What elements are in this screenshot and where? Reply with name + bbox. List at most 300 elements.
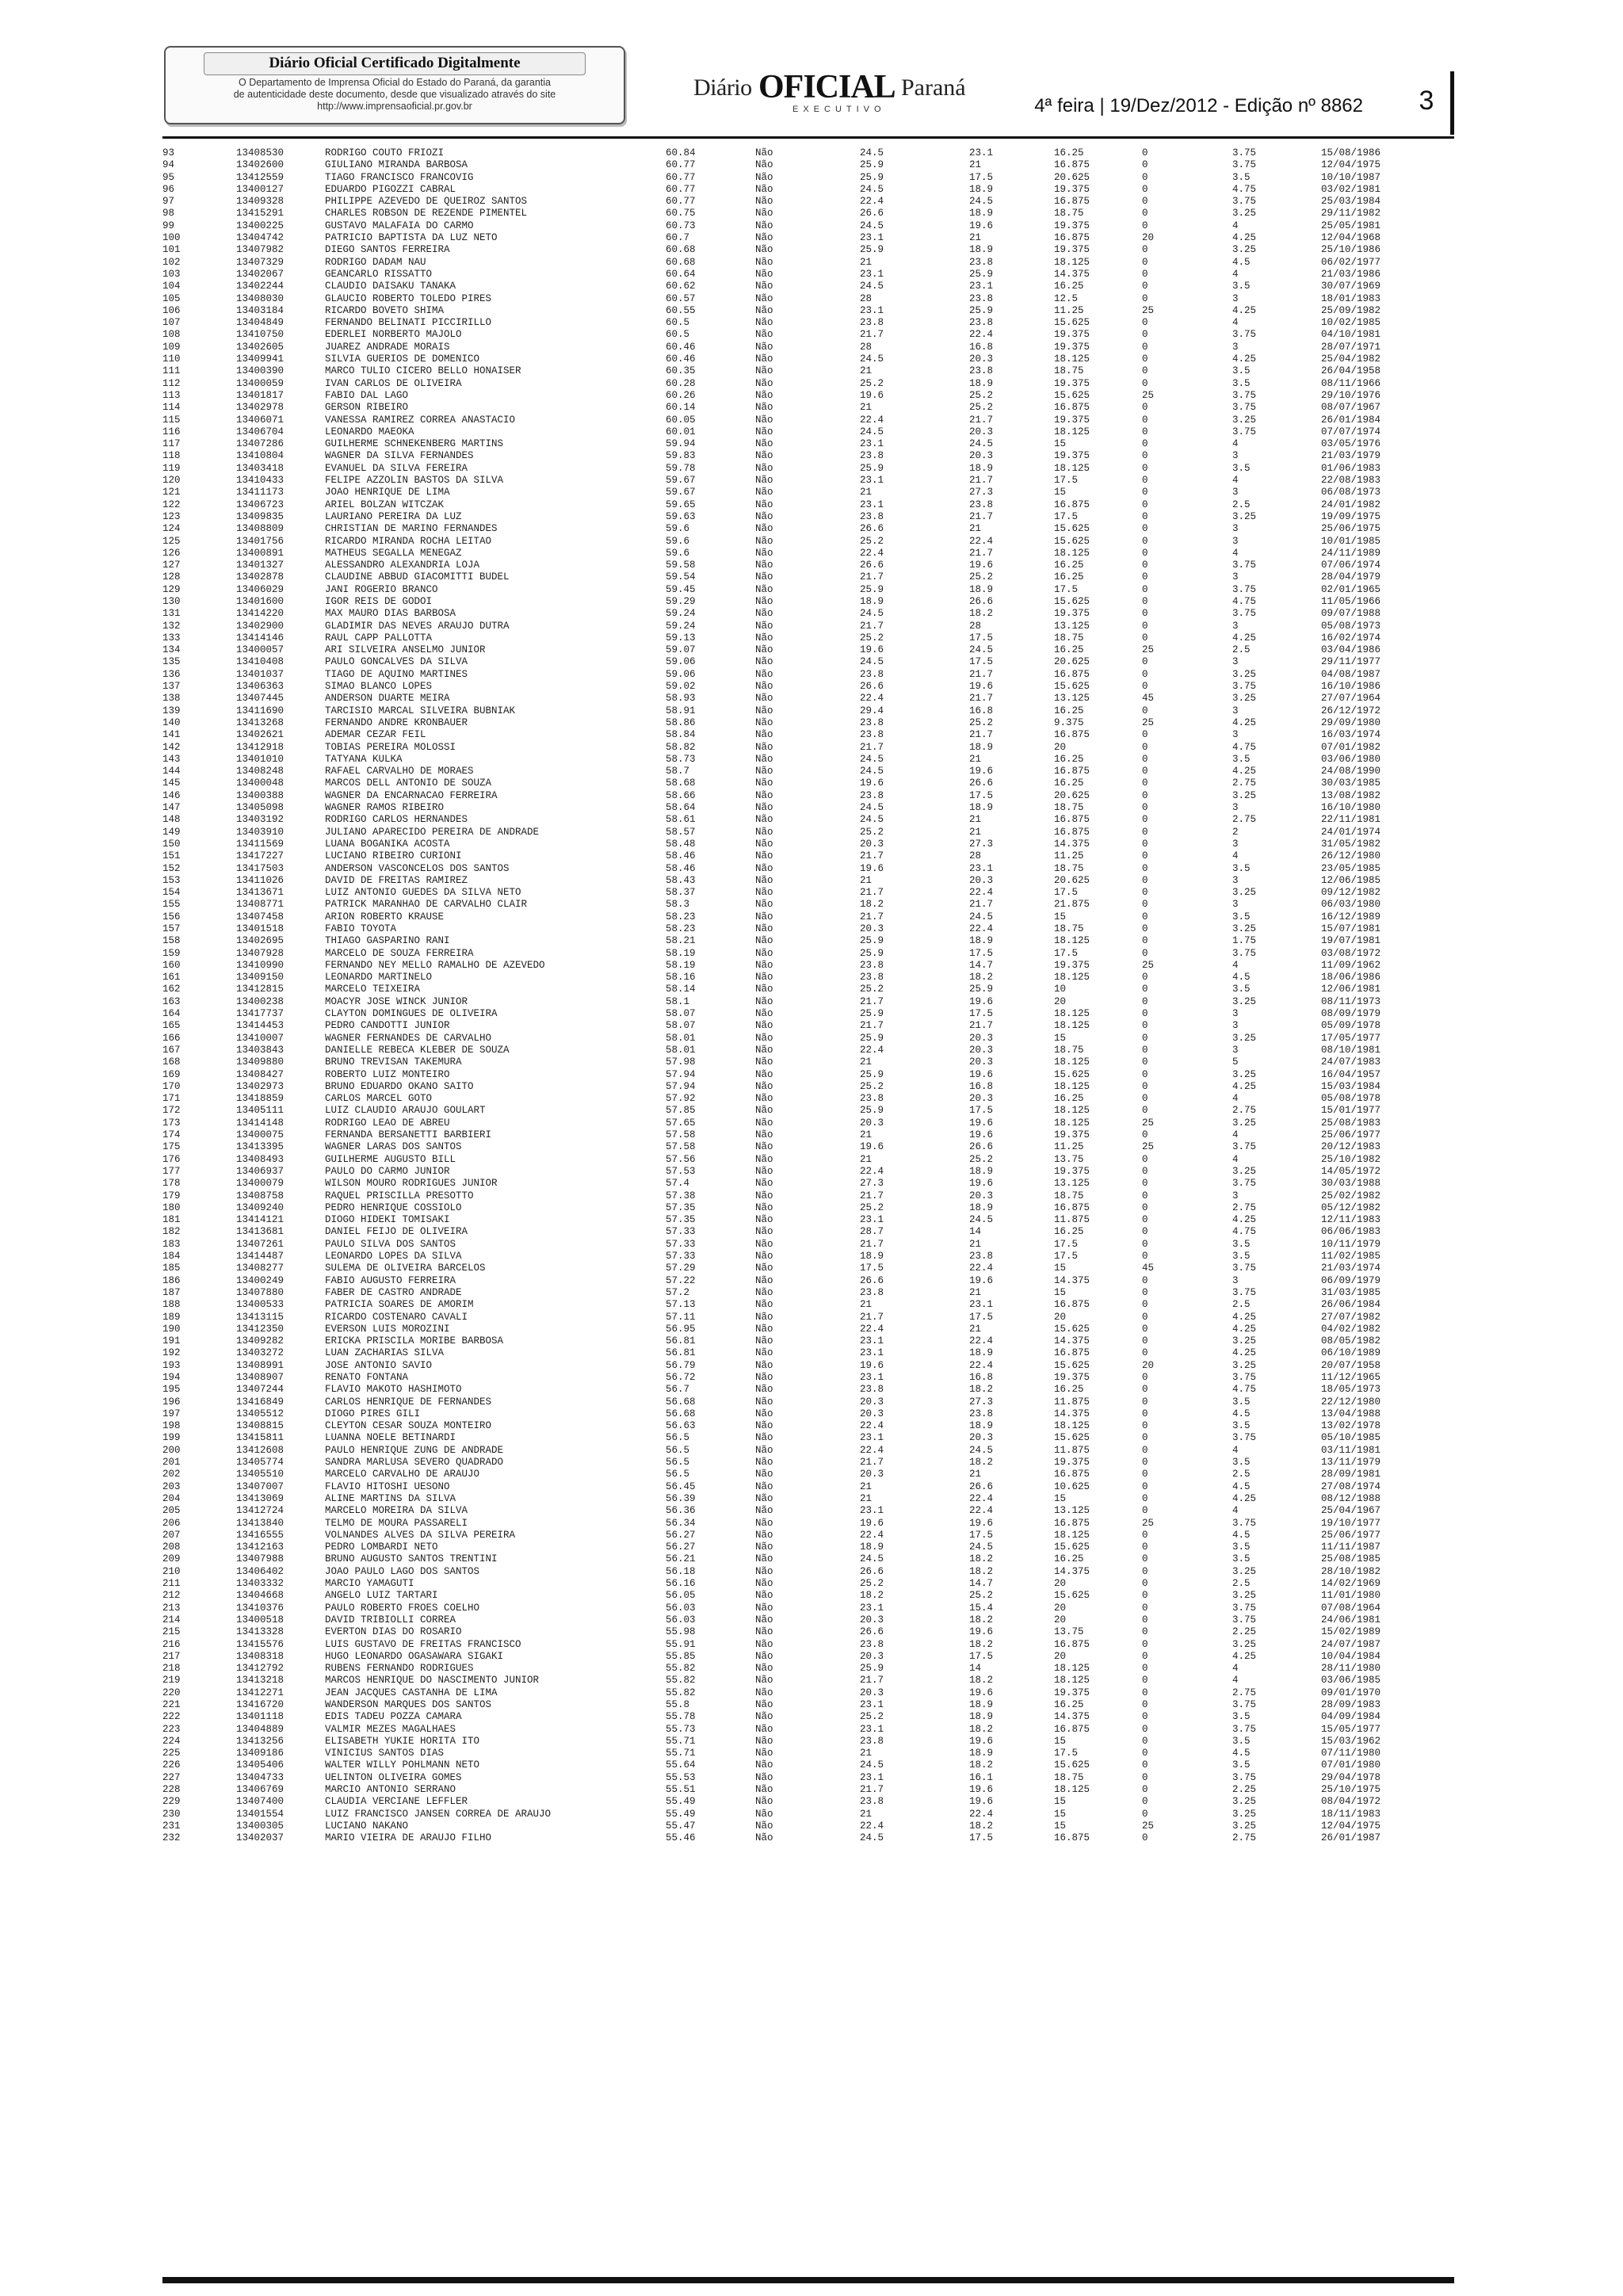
candidate-name-cell: UELINTON OLIVEIRA GOMES: [325, 1771, 462, 1783]
score-1-cell: 25.2: [860, 1711, 884, 1723]
table-row: [162, 1663, 1462, 1675]
score-1-cell: 24.5: [860, 426, 884, 437]
final-score-cell: 59.65: [666, 499, 696, 510]
flag-cell: Não: [755, 716, 773, 728]
score-1-cell: 25.9: [860, 935, 884, 947]
table-row: [162, 402, 1462, 414]
score-2-cell: 18.2: [969, 1565, 994, 1577]
inscription-cell: 13411173: [236, 487, 285, 499]
score-5-cell: 3.5: [1232, 365, 1251, 377]
flag-cell: Não: [755, 947, 773, 959]
page-header: [0, 0, 1623, 143]
position-cell: 157: [162, 923, 181, 934]
inscription-cell: 13414121: [236, 1214, 285, 1226]
birth-date-cell: 05/08/1973: [1321, 620, 1381, 632]
final-score-cell: 55.51: [666, 1784, 696, 1796]
table-row: [162, 802, 1462, 814]
position-cell: 116: [162, 426, 181, 437]
score-2-cell: 18.9: [969, 1420, 994, 1432]
table-row: [162, 463, 1462, 475]
table-row: [162, 1457, 1462, 1469]
table-row: [162, 281, 1462, 292]
position-cell: 152: [162, 862, 181, 874]
score-3-cell: 15.625: [1054, 1759, 1090, 1771]
score-1-cell: 23.8: [860, 1286, 884, 1298]
score-2-cell: 19.6: [969, 681, 994, 693]
score-3-cell: 18.75: [1054, 208, 1084, 220]
candidate-name-cell: MARCO TULIO CICERO BELLO HONAISER: [325, 365, 521, 377]
inscription-cell: 13400057: [236, 644, 285, 656]
final-score-cell: 58.73: [666, 753, 696, 765]
final-score-cell: 60.62: [666, 281, 696, 292]
score-2-cell: 20.3: [969, 450, 994, 462]
score-2-cell: 18.9: [969, 1711, 994, 1723]
final-score-cell: 59.6: [666, 547, 690, 559]
table-row: [162, 1748, 1462, 1759]
score-5-cell: 3: [1232, 487, 1239, 499]
position-cell: 128: [162, 571, 181, 583]
table-row: [162, 220, 1462, 232]
table-row: [162, 1166, 1462, 1178]
score-1-cell: 22.4: [860, 1323, 884, 1335]
score-3-cell: 14.375: [1054, 838, 1090, 850]
birth-date-cell: 12/04/1975: [1321, 1820, 1381, 1832]
table-row: [162, 1711, 1462, 1723]
score-4-cell: 0: [1142, 1626, 1148, 1638]
candidate-name-cell: BRUNO AUGUSTO SANTOS TRENTINI: [325, 1553, 498, 1565]
final-score-cell: 60.77: [666, 183, 696, 195]
score-1-cell: 21: [860, 1153, 873, 1165]
table-row: [162, 269, 1462, 281]
score-2-cell: 21.7: [969, 414, 994, 426]
table-row: [162, 1687, 1462, 1699]
candidate-name-cell: CARLOS HENRIQUE DE FERNANDES: [325, 1396, 492, 1408]
candidate-name-cell: RICARDO BOVETO SHIMA: [325, 304, 445, 316]
position-cell: 102: [162, 256, 181, 268]
score-1-cell: 20.3: [860, 838, 884, 850]
score-5-cell: 3.5: [1232, 1238, 1251, 1250]
score-4-cell: 0: [1142, 292, 1148, 304]
table-row: [162, 1772, 1462, 1784]
score-4-cell: 0: [1142, 1711, 1148, 1723]
table-row: [162, 536, 1462, 548]
birth-date-cell: 26/01/1987: [1321, 1832, 1381, 1844]
candidate-name-cell: PAULO HENRIQUE ZUNG DE ANDRADE: [325, 1444, 504, 1456]
score-3-cell: 16.875: [1054, 729, 1090, 741]
certification-title: Diário Oficial Certificado Digitalmente: [204, 52, 586, 75]
table-row: [162, 656, 1462, 668]
position-cell: 137: [162, 681, 181, 693]
score-1-cell: 23.1: [860, 1371, 884, 1383]
birth-date-cell: 30/03/1988: [1321, 1178, 1381, 1190]
inscription-cell: 13417227: [236, 850, 285, 862]
score-2-cell: 26.6: [969, 777, 994, 789]
birth-date-cell: 26/04/1958: [1321, 365, 1381, 377]
inscription-cell: 13406769: [236, 1784, 285, 1796]
score-2-cell: 21: [969, 814, 982, 826]
flag-cell: Não: [755, 1771, 773, 1783]
score-3-cell: 16.25: [1054, 644, 1084, 656]
candidate-name-cell: LUIZ FRANCISCO JANSEN CORREA DE ARAUJO: [325, 1808, 552, 1820]
final-score-cell: 55.71: [666, 1748, 696, 1759]
score-4-cell: 0: [1142, 632, 1148, 644]
score-2-cell: 21: [969, 232, 982, 244]
birth-date-cell: 14/02/1969: [1321, 1578, 1381, 1590]
final-score-cell: 57.94: [666, 1068, 696, 1080]
final-score-cell: 57.94: [666, 1080, 696, 1092]
score-2-cell: 17.5: [969, 656, 994, 668]
score-1-cell: 18.9: [860, 1251, 884, 1263]
table-row: [162, 1445, 1462, 1457]
final-score-cell: 58.19: [666, 947, 696, 959]
final-score-cell: 56.05: [666, 1590, 696, 1602]
score-1-cell: 18.9: [860, 595, 884, 607]
score-2-cell: 18.9: [969, 377, 994, 389]
score-5-cell: 3.25: [1232, 1117, 1257, 1129]
inscription-cell: 13407880: [236, 1286, 285, 1298]
position-cell: 205: [162, 1505, 181, 1517]
candidate-name-cell: GERSON RIBEIRO: [325, 402, 409, 414]
position-cell: 174: [162, 1129, 181, 1141]
position-cell: 170: [162, 1080, 181, 1092]
candidate-name-cell: GLAUCIO ROBERTO TOLEDO PIRES: [325, 292, 492, 304]
position-cell: 154: [162, 887, 181, 899]
flag-cell: Não: [755, 1469, 773, 1480]
candidate-name-cell: RAUL CAPP PALLOTTA: [325, 632, 433, 644]
score-4-cell: 20: [1142, 232, 1155, 244]
score-2-cell: 14.7: [969, 959, 994, 971]
table-row: [162, 584, 1462, 596]
score-3-cell: 15.625: [1054, 535, 1090, 547]
flag-cell: Não: [755, 1699, 773, 1710]
birth-date-cell: 04/02/1982: [1321, 1323, 1381, 1335]
candidate-name-cell: FLAVIO HITOSHI UESONO: [325, 1480, 450, 1492]
score-3-cell: 14.375: [1054, 1711, 1090, 1723]
final-score-cell: 55.91: [666, 1638, 696, 1650]
score-4-cell: 0: [1142, 608, 1148, 620]
position-cell: 150: [162, 838, 181, 850]
score-2-cell: 18.9: [969, 583, 994, 595]
final-score-cell: 59.24: [666, 608, 696, 620]
score-4-cell: 0: [1142, 814, 1148, 826]
score-3-cell: 11.25: [1054, 304, 1084, 316]
birth-date-cell: 22/08/1983: [1321, 475, 1381, 487]
score-5-cell: 4.5: [1232, 1529, 1251, 1541]
score-2-cell: 18.2: [969, 1384, 994, 1396]
table-row: [162, 475, 1462, 487]
candidate-name-cell: FERNANDO ANDRE KRONBAUER: [325, 716, 468, 728]
position-cell: 169: [162, 1068, 181, 1080]
birth-date-cell: 06/06/1983: [1321, 1226, 1381, 1238]
score-3-cell: 14.375: [1054, 1335, 1090, 1347]
score-2-cell: 23.1: [969, 862, 994, 874]
candidate-name-cell: EDUARDO PIGOZZI CABRAL: [325, 183, 456, 195]
score-2-cell: 19.6: [969, 1626, 994, 1638]
score-5-cell: 4.25: [1232, 232, 1257, 244]
birth-date-cell: 16/04/1957: [1321, 1068, 1381, 1080]
score-4-cell: 0: [1142, 1044, 1148, 1056]
candidate-name-cell: LUIZ ANTONIO GUEDES DA SILVA NETO: [325, 887, 521, 899]
position-cell: 97: [162, 196, 175, 208]
table-row: [162, 1093, 1462, 1105]
flag-cell: Não: [755, 850, 773, 862]
candidate-name-cell: RENATO FONTANA: [325, 1371, 409, 1383]
table-row: [162, 1347, 1462, 1359]
candidate-name-cell: JOSE ANTONIO SAVIO: [325, 1359, 433, 1371]
final-score-cell: 60.05: [666, 414, 696, 426]
score-2-cell: 21.7: [969, 693, 994, 705]
score-3-cell: 16.25: [1054, 1226, 1084, 1238]
score-5-cell: 3.75: [1232, 402, 1257, 414]
score-2-cell: 22.4: [969, 329, 994, 341]
score-5-cell: 3: [1232, 838, 1239, 850]
final-score-cell: 56.16: [666, 1578, 696, 1590]
flag-cell: Não: [755, 1068, 773, 1080]
inscription-cell: 13404668: [236, 1590, 285, 1602]
final-score-cell: 56.36: [666, 1505, 696, 1517]
score-1-cell: 25.9: [860, 1032, 884, 1044]
table-row: [162, 1117, 1462, 1129]
final-score-cell: 60.26: [666, 389, 696, 401]
score-3-cell: 18.75: [1054, 1190, 1084, 1201]
candidate-name-cell: WANDERSON MARQUES DOS SANTOS: [325, 1699, 492, 1710]
score-1-cell: 28: [860, 292, 873, 304]
candidate-name-cell: VINICIUS SANTOS DIAS: [325, 1748, 445, 1759]
score-3-cell: 18.125: [1054, 935, 1090, 947]
inscription-cell: 13400225: [236, 220, 285, 231]
score-1-cell: 23.1: [860, 304, 884, 316]
score-2-cell: 26.6: [969, 1480, 994, 1492]
score-1-cell: 25.9: [860, 1008, 884, 1020]
birth-date-cell: 10/02/1985: [1321, 317, 1381, 329]
score-5-cell: 3.75: [1232, 1771, 1257, 1783]
final-score-cell: 59.06: [666, 656, 696, 668]
final-score-cell: 59.02: [666, 681, 696, 693]
position-cell: 96: [162, 183, 175, 195]
table-row: [162, 1008, 1462, 1020]
table-row: [162, 196, 1462, 208]
score-1-cell: 28.7: [860, 1226, 884, 1238]
score-3-cell: 20: [1054, 741, 1067, 753]
score-4-cell: 25: [1142, 1117, 1155, 1129]
score-4-cell: 0: [1142, 620, 1148, 632]
candidate-name-cell: FERNANDA BERSANETTI BARBIERI: [325, 1129, 492, 1141]
position-cell: 129: [162, 583, 181, 595]
position-cell: 212: [162, 1590, 181, 1602]
score-2-cell: 20.3: [969, 1056, 994, 1068]
table-row: [162, 1809, 1462, 1820]
birth-date-cell: 11/09/1962: [1321, 959, 1381, 971]
score-3-cell: 17.5: [1054, 887, 1079, 899]
score-1-cell: 21: [860, 256, 873, 268]
position-cell: 125: [162, 535, 181, 547]
final-score-cell: 55.64: [666, 1759, 696, 1771]
flag-cell: Não: [755, 1056, 773, 1068]
position-cell: 147: [162, 802, 181, 814]
score-1-cell: 21: [860, 365, 873, 377]
position-cell: 134: [162, 644, 181, 656]
inscription-cell: 13409282: [236, 1335, 285, 1347]
score-2-cell: 21: [969, 1286, 982, 1298]
score-2-cell: 18.9: [969, 208, 994, 220]
inscription-cell: 13402878: [236, 571, 285, 583]
final-score-cell: 58.84: [666, 729, 696, 741]
score-4-cell: 25: [1142, 389, 1155, 401]
candidate-name-cell: MARIO VIEIRA DE ARAUJO FILHO: [325, 1832, 492, 1844]
score-4-cell: 0: [1142, 741, 1148, 753]
score-3-cell: 10: [1054, 984, 1067, 995]
final-score-cell: 57.11: [666, 1311, 696, 1323]
score-1-cell: 20.3: [860, 923, 884, 934]
score-3-cell: 16.25: [1054, 1093, 1084, 1105]
score-4-cell: 0: [1142, 1663, 1148, 1675]
inscription-cell: 13404849: [236, 317, 285, 329]
score-3-cell: 15.625: [1054, 1068, 1090, 1080]
score-4-cell: 25: [1142, 644, 1155, 656]
score-1-cell: 21.7: [860, 995, 884, 1007]
table-row: [162, 438, 1462, 450]
position-cell: 165: [162, 1020, 181, 1032]
final-score-cell: 56.34: [666, 1517, 696, 1529]
position-cell: 187: [162, 1286, 181, 1298]
score-1-cell: 23.1: [860, 232, 884, 244]
flag-cell: Não: [755, 281, 773, 292]
inscription-cell: 13408758: [236, 1190, 285, 1201]
final-score-cell: 58.14: [666, 984, 696, 995]
score-3-cell: 16.875: [1054, 499, 1090, 510]
score-3-cell: 18.125: [1054, 1008, 1090, 1020]
score-4-cell: 0: [1142, 510, 1148, 522]
score-3-cell: 16.25: [1054, 1699, 1084, 1710]
inscription-cell: 13401327: [236, 560, 285, 571]
score-3-cell: 15.625: [1054, 389, 1090, 401]
flag-cell: Não: [755, 499, 773, 510]
score-3-cell: 18.125: [1054, 256, 1090, 268]
score-1-cell: 26.6: [860, 1565, 884, 1577]
table-row: [162, 232, 1462, 244]
score-3-cell: 19.375: [1054, 1687, 1090, 1698]
score-5-cell: 3.5: [1232, 281, 1251, 292]
score-4-cell: 0: [1142, 1578, 1148, 1590]
score-4-cell: 0: [1142, 1105, 1148, 1117]
score-4-cell: 0: [1142, 487, 1148, 499]
candidate-name-cell: ARIEL BOLZAN WITCZAK: [325, 499, 445, 510]
score-5-cell: 3.25: [1232, 1359, 1257, 1371]
final-score-cell: 58.1: [666, 995, 690, 1007]
score-1-cell: 21.7: [860, 620, 884, 632]
birth-date-cell: 26/01/1984: [1321, 414, 1381, 426]
birth-date-cell: 08/10/1981: [1321, 1044, 1381, 1056]
score-1-cell: 25.2: [860, 1080, 884, 1092]
score-4-cell: 0: [1142, 1068, 1148, 1080]
candidate-name-cell: MARCELO CARVALHO DE ARAUJO: [325, 1469, 480, 1480]
score-4-cell: 0: [1142, 1311, 1148, 1323]
final-score-cell: 57.22: [666, 1274, 696, 1286]
score-5-cell: 3.5: [1232, 1457, 1251, 1469]
final-score-cell: 58.7: [666, 766, 690, 777]
birth-date-cell: 16/10/1980: [1321, 802, 1381, 814]
inscription-cell: 13402605: [236, 341, 285, 353]
final-score-cell: 58.3: [666, 899, 690, 911]
candidate-name-cell: ANGELO LUIZ TARTARI: [325, 1590, 438, 1602]
position-cell: 136: [162, 668, 181, 680]
birth-date-cell: 24/07/1983: [1321, 1056, 1381, 1068]
score-5-cell: 4: [1232, 317, 1239, 329]
score-4-cell: 0: [1142, 535, 1148, 547]
flag-cell: Não: [755, 1032, 773, 1044]
score-5-cell: 3.75: [1232, 1263, 1257, 1274]
score-2-cell: 19.6: [969, 1784, 994, 1796]
position-cell: 186: [162, 1274, 181, 1286]
inscription-cell: 13413395: [236, 1141, 285, 1153]
flag-cell: Não: [755, 1735, 773, 1747]
score-1-cell: 25.9: [860, 244, 884, 256]
birth-date-cell: 19/09/1975: [1321, 510, 1381, 522]
score-5-cell: 3.25: [1232, 1796, 1257, 1808]
score-3-cell: 13.75: [1054, 1626, 1084, 1638]
inscription-cell: 13410750: [236, 329, 285, 341]
score-3-cell: 19.375: [1054, 1165, 1090, 1177]
final-score-cell: 60.55: [666, 304, 696, 316]
flag-cell: Não: [755, 377, 773, 389]
score-1-cell: 24.5: [860, 814, 884, 826]
birth-date-cell: 25/08/1985: [1321, 1553, 1381, 1565]
final-score-cell: 55.82: [666, 1675, 696, 1687]
score-4-cell: 0: [1142, 1238, 1148, 1250]
score-4-cell: 0: [1142, 583, 1148, 595]
score-3-cell: 19.375: [1054, 220, 1090, 231]
score-4-cell: 0: [1142, 1129, 1148, 1141]
final-score-cell: 57.33: [666, 1251, 696, 1263]
score-4-cell: 25: [1142, 1517, 1155, 1529]
inscription-cell: 13402244: [236, 281, 285, 292]
final-score-cell: 58.93: [666, 693, 696, 705]
score-4-cell: 0: [1142, 668, 1148, 680]
score-1-cell: 19.6: [860, 1141, 884, 1153]
candidate-name-cell: LEONARDO MARTINELO: [325, 972, 433, 984]
score-2-cell: 22.4: [969, 1808, 994, 1820]
score-1-cell: 18.2: [860, 1590, 884, 1602]
candidate-name-cell: PAULO DO CARMO JUNIOR: [325, 1165, 450, 1177]
birth-date-cell: 12/06/1985: [1321, 874, 1381, 886]
final-score-cell: 59.07: [666, 644, 696, 656]
position-cell: 140: [162, 716, 181, 728]
birth-date-cell: 03/06/1985: [1321, 1675, 1381, 1687]
candidate-name-cell: WAGNER DA ENCARNACAO FERREIRA: [325, 789, 498, 801]
score-1-cell: 23.1: [860, 1771, 884, 1783]
score-3-cell: 16.875: [1054, 1469, 1090, 1480]
birth-date-cell: 23/05/1985: [1321, 862, 1381, 874]
score-2-cell: 19.6: [969, 1129, 994, 1141]
score-4-cell: 0: [1142, 1420, 1148, 1432]
position-cell: 217: [162, 1650, 181, 1662]
score-3-cell: 19.375: [1054, 959, 1090, 971]
position-cell: 119: [162, 462, 181, 474]
score-5-cell: 4.75: [1232, 1226, 1257, 1238]
position-cell: 207: [162, 1529, 181, 1541]
inscription-cell: 13400127: [236, 183, 285, 195]
flag-cell: Não: [755, 341, 773, 353]
results-list: [162, 147, 1462, 1845]
score-2-cell: 18.2: [969, 1638, 994, 1650]
position-cell: 173: [162, 1117, 181, 1129]
score-5-cell: 4.75: [1232, 183, 1257, 195]
flag-cell: Não: [755, 1565, 773, 1577]
birth-date-cell: 04/10/1981: [1321, 329, 1381, 341]
inscription-cell: 13413681: [236, 1226, 285, 1238]
inscription-cell: 13406029: [236, 583, 285, 595]
score-1-cell: 23.1: [860, 1602, 884, 1614]
